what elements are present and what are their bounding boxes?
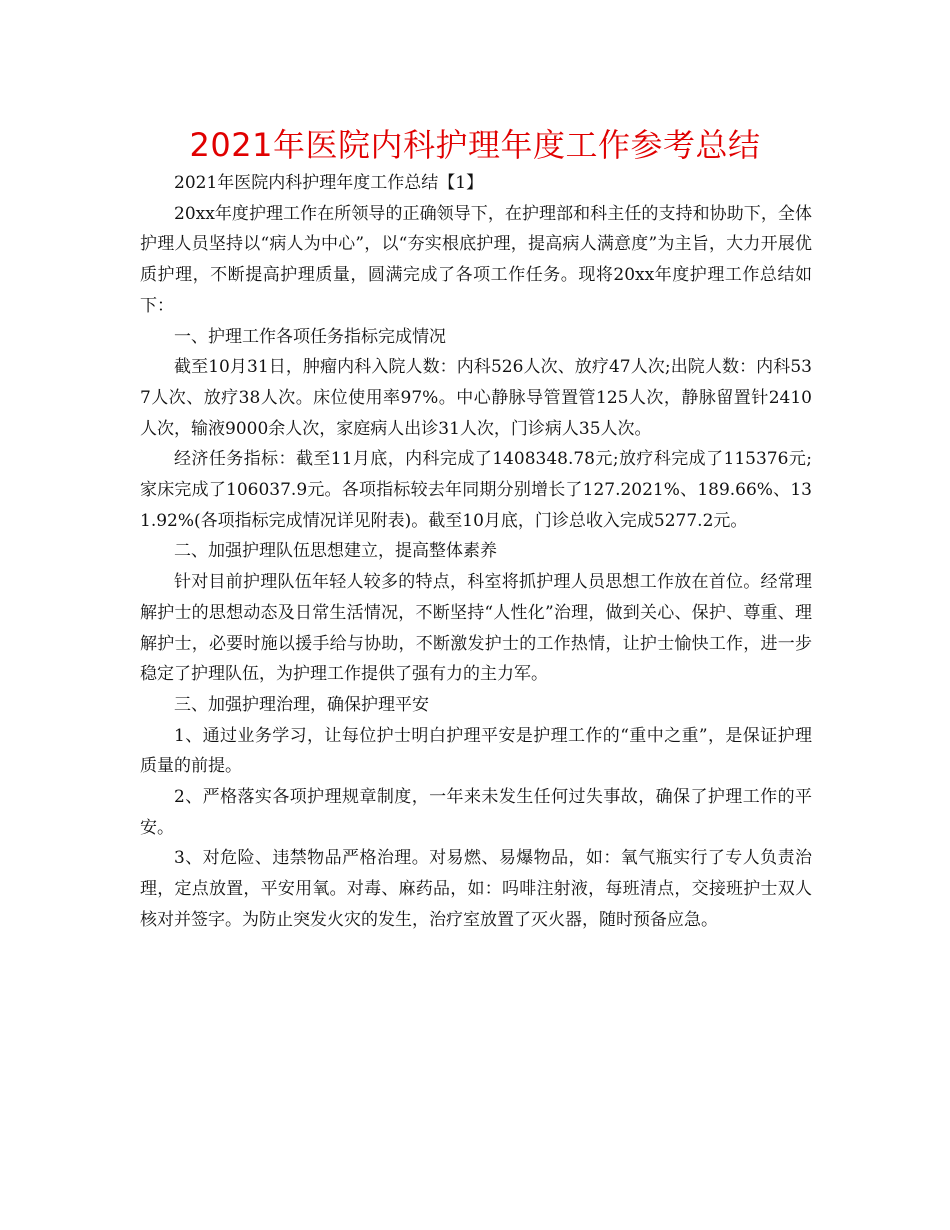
intro-paragraph: 20xx年度护理工作在所领导的正确领导下，在护理部和科主任的支持和协助下，全体护理人员坚持以“病人为中心”，以“夯实根底护理，提高病人满意度”为主旨，大力开展优质护理，不断提高护理质量，圆满完成了各项工作任务。现将20xx年度护理工作总结如下： (140, 203, 812, 316)
team-paragraph: 针对目前护理队伍年轻人较多的特点，科室将抓护理人员思想工作放在首位。经常理解护士的思想动态及日常生活情况，不断坚持“人性化”治理，做到关心、保护、尊重、理解护士，必要时施以援手给与协助，不断激发护士的工作热情，让护士愉快工作，进一步稳定了护理队伍，为护理工作提供了强有力的主力军。 (140, 572, 812, 685)
document-body (140, 168, 812, 936)
economic-paragraph: 经济任务指标：截至11月底，内科完成了1408348.78元;放疗科完成了115376元;家床完成了106037.9元。各项指标较去年同期分别增长了127.2021%、189.66%、131.92%(各项指标完成情况详见附表)。截至10月底，门诊总收入完成5277.2元。 (140, 449, 812, 531)
list-item-3: 3、对危险、违禁物品严格治理。对易燃、易爆物品，如：氧气瓶实行了专人负责治理，定点放置，平安用氧。对毒、麻药品，如：吗啡注射液，每班清点，交接班护士双人核对并签字。为防止突发火灾的发生，治疗室放置了灭火器，随时预备应急。 (140, 848, 812, 930)
section-heading-3: 三、加强护理治理，确保护理平安 (174, 694, 429, 715)
statistics-paragraph: 截至10月31日，肿瘤内科入院人数：内科526人次、放疗47人次;出院人数：内科537人次、放疗38人次。床位使用率97%。中心静脉导管置管125人次，静脉留置针2410人次，输液9000余人次，家庭病人出诊31人次，门诊病人35人次。 (140, 357, 812, 439)
section-heading-1: 一、护理工作各项任务指标完成情况 (174, 326, 446, 347)
list-item-2: 2、严格落实各项护理规章制度，一年来未发生任何过失事故，确保了护理工作的平安。 (140, 787, 812, 838)
section-heading-2: 二、加强护理队伍思想建立，提高整体素养 (174, 541, 497, 562)
list-item-1: 1、通过业务学习，让每位护士明白护理平安是护理工作的“重中之重”，是保证护理质量的前提。 (140, 725, 812, 777)
document-title: 2021年医院内科护理年度工作参考总结 (189, 126, 761, 164)
subtitle-paragraph: 2021年医院内科护理年度工作总结【1】 (174, 173, 484, 193)
